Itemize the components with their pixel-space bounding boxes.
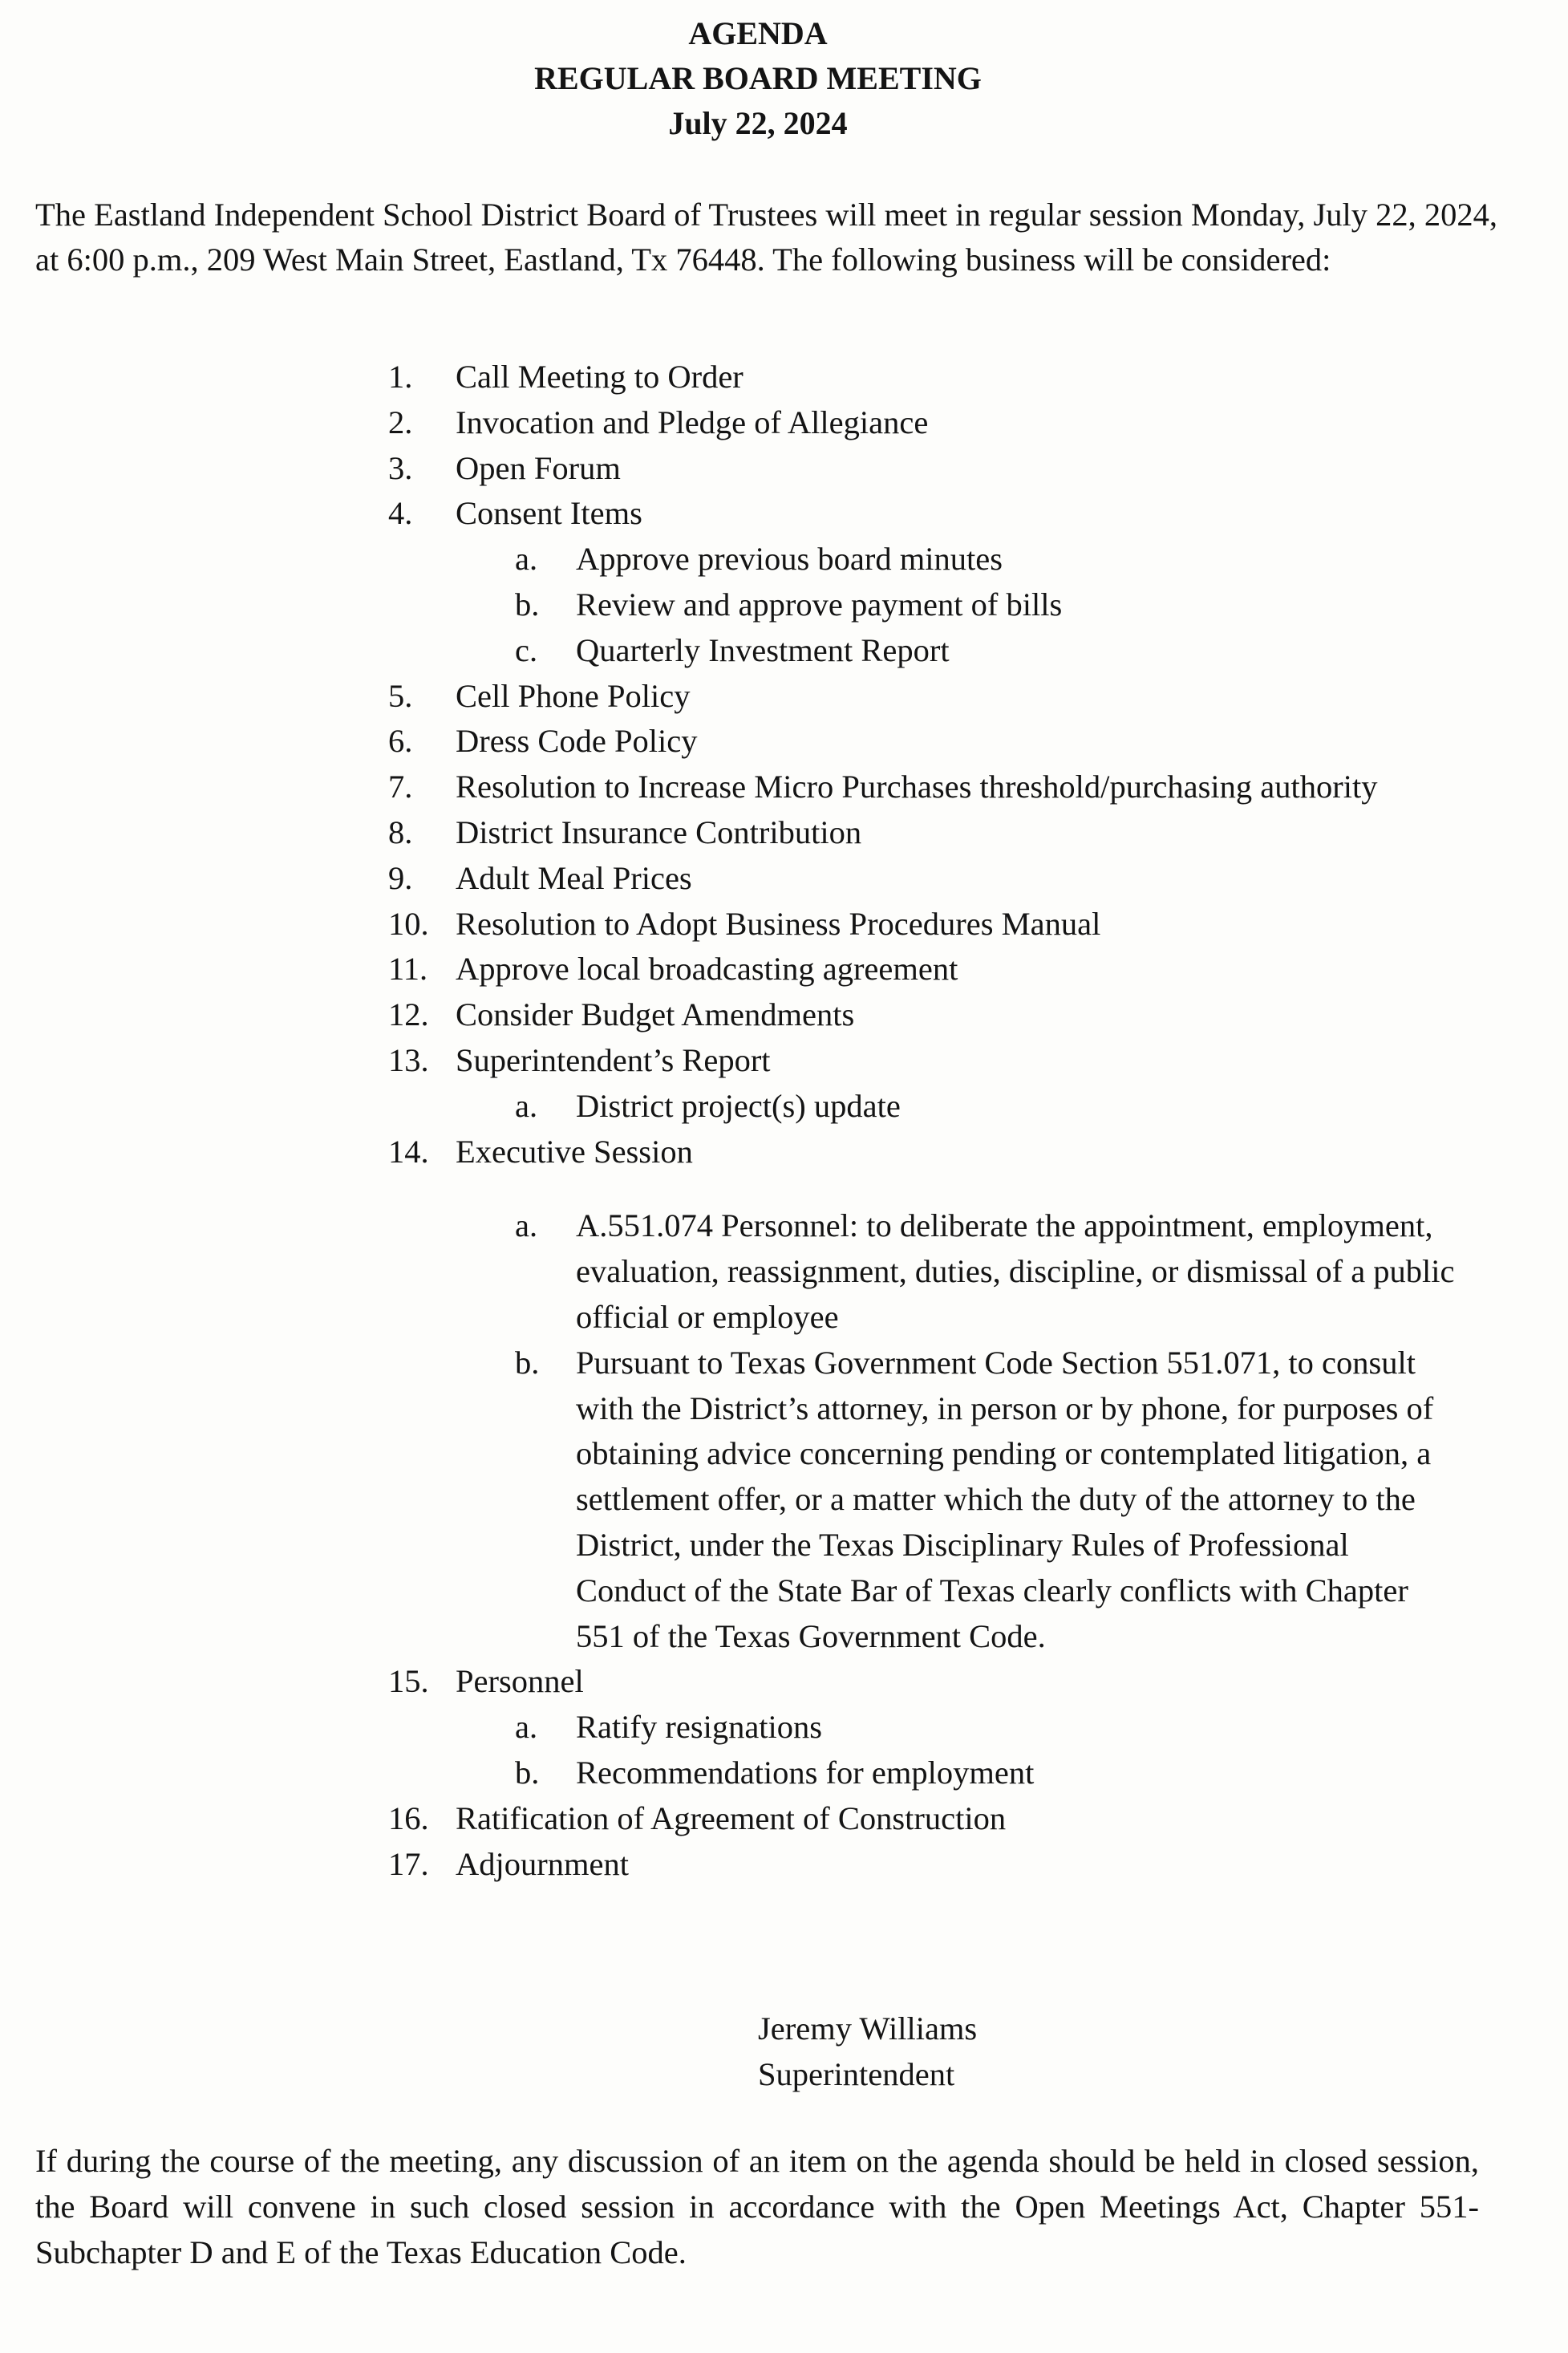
agenda-item [0, 491, 1394, 537]
item-text: Adult Meal Prices [456, 859, 692, 896]
item-text: Superintendent’s Report [456, 1041, 771, 1078]
document-heading [0, 11, 1516, 146]
item-text: Personnel [456, 1663, 584, 1700]
agenda-subitem [0, 582, 1458, 628]
item-number: 14. [388, 1133, 429, 1170]
item-number: 12. [388, 996, 429, 1033]
item-text: Dress Code Policy [456, 723, 698, 760]
agenda-item [0, 674, 1394, 720]
item-number: 16. [388, 1799, 429, 1836]
subitem-text: Ratify resignations [576, 1709, 823, 1746]
agenda-subitem [0, 1751, 1458, 1796]
subitem-text: Approve previous board minutes [576, 541, 1003, 578]
agenda-subitem [0, 628, 1458, 674]
agenda-item [0, 1130, 1394, 1175]
agenda-subitem [0, 537, 1458, 582]
item-number: 5. [388, 677, 413, 714]
signature-block [758, 2006, 977, 2097]
item-number: 10. [388, 905, 429, 942]
agenda-item [0, 719, 1394, 765]
item-number: 11. [388, 951, 428, 988]
agenda-subitem [0, 1203, 1458, 1340]
intro-paragraph: The Eastland Independent School District Board of Trustees will meet in regular session Monday, July 22, 2024, at 6:00 p.m., 209 West Main Street, Eastland, Tx 76448. The following business will be considered: [35, 197, 1497, 278]
item-number: 3. [388, 449, 413, 486]
heading-agenda: AGENDA [688, 15, 828, 51]
agenda-item [0, 856, 1394, 902]
subitem-text: Recommendations for employment [576, 1754, 1035, 1791]
item-number: 15. [388, 1663, 429, 1700]
agenda-item [0, 947, 1394, 992]
signatory-title: Superintendent [758, 2056, 955, 2092]
item-text: District Insurance Contribution [456, 813, 862, 850]
subitem-letter: b. [515, 1754, 540, 1791]
agenda-item [0, 1038, 1394, 1084]
item-number: 17. [388, 1845, 429, 1882]
item-text: Resolution to Increase Micro Purchases threshold/purchasing authority [456, 769, 1378, 805]
item-text: Ratification of Agreement of Construction [456, 1799, 1007, 1836]
item-text: Open Forum [456, 449, 621, 486]
agenda-subitem [0, 1341, 1458, 1660]
item-text: Consent Items [456, 495, 642, 532]
agenda-item [0, 1842, 1394, 1888]
item-text: Approve local broadcasting agreement [456, 951, 958, 988]
subitem-text: Pursuant to Texas Government Code Section 551.071, to consult with the District’s attorney, in person or by phone, for purposes of obtaining advice concerning pending or contemplated litigation, a settlement offer, or a matter which the duty of the attorney to the District, under the Texas Disciplinary Rules of Professional Conduct of the State Bar of Texas clearly conflicts with Chapter 551 of the Texas Government Code. [576, 1344, 1434, 1654]
subitem-letter: c. [515, 631, 538, 668]
spacer [0, 1174, 1568, 1203]
subitem-text: A.551.074 Personnel: to deliberate the appointment, employment, evaluation, reassignment, duties, discipline, or dismissal of a public official or employee [576, 1207, 1455, 1335]
agenda-item [0, 355, 1394, 400]
item-number: 1. [388, 359, 413, 395]
agenda-subitem [0, 1084, 1458, 1130]
item-number: 9. [388, 859, 413, 896]
subitem-letter: b. [515, 586, 540, 623]
item-number: 13. [388, 1041, 429, 1078]
subitem-text: Review and approve payment of bills [576, 586, 1063, 623]
subitem-letter: b. [515, 1344, 540, 1381]
agenda-item [0, 902, 1394, 947]
item-text: Cell Phone Policy [456, 677, 691, 714]
subitem-text: District project(s) update [576, 1087, 901, 1124]
agenda-item [0, 446, 1394, 492]
item-number: 7. [388, 769, 413, 805]
item-text: Call Meeting to Order [456, 359, 743, 395]
signatory-name: Jeremy Williams [758, 2010, 978, 2047]
agenda-item [0, 810, 1394, 856]
agenda-item [0, 1659, 1394, 1705]
closed-session-notice: If during the course of the meeting, any discussion of an item on the agenda should be held in closed session, the Board will convene in such closed session in accordance with the Open Meetings Act, Chapter 551-Subchapter D and E of the Texas Education Code. [35, 2143, 1479, 2270]
subitem-letter: a. [515, 1207, 538, 1244]
agenda-list [0, 355, 1568, 1887]
agenda-item [0, 1796, 1394, 1842]
item-text: Resolution to Adopt Business Procedures Manual [456, 905, 1101, 942]
subitem-text: Quarterly Investment Report [576, 631, 950, 668]
agenda-subitem [0, 1705, 1458, 1751]
subitem-letter: a. [515, 1087, 538, 1124]
subitem-letter: a. [515, 1709, 538, 1746]
agenda-item [0, 765, 1394, 810]
heading-meeting-type: REGULAR BOARD MEETING [534, 60, 982, 96]
item-text: Invocation and Pledge of Allegiance [456, 404, 929, 440]
item-text: Adjournment [456, 1845, 629, 1882]
item-number: 6. [388, 723, 413, 760]
agenda-item [0, 992, 1394, 1038]
item-text: Executive Session [456, 1133, 693, 1170]
subitem-letter: a. [515, 541, 538, 578]
agenda-item [0, 400, 1394, 446]
item-text: Consider Budget Amendments [456, 996, 855, 1033]
item-number: 2. [388, 404, 413, 440]
heading-date: July 22, 2024 [668, 105, 848, 141]
item-number: 8. [388, 813, 413, 850]
item-number: 4. [388, 495, 413, 532]
